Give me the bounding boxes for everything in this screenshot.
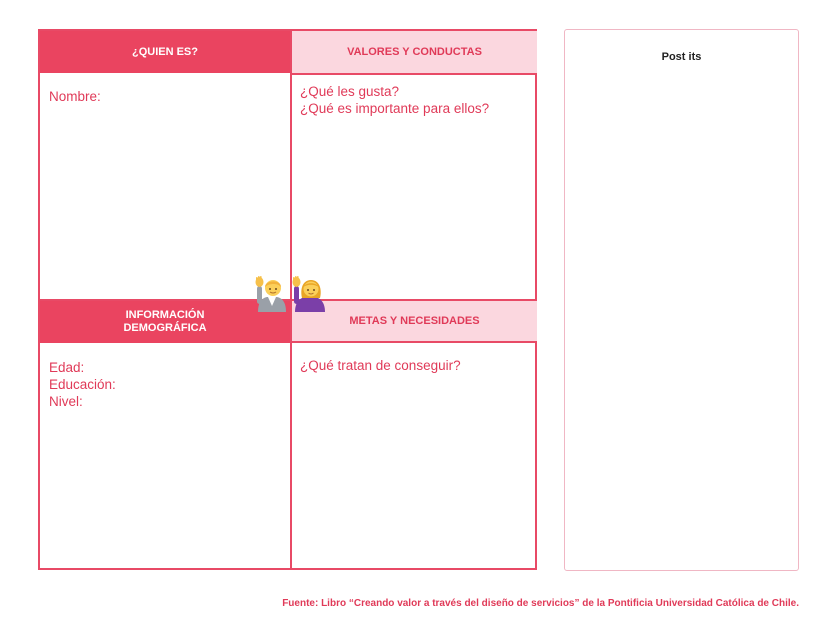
metas-question: ¿Qué tratan de conseguir? — [300, 358, 461, 373]
valores-title: VALORES Y CONDUCTAS — [347, 45, 482, 58]
metas-header — [292, 301, 537, 343]
informacion-title-line-1: INFORMACIÓN — [125, 309, 205, 321]
man-raising-hand-icon — [254, 276, 290, 312]
post-its-panel — [564, 29, 799, 571]
informacion-content — [49, 359, 116, 410]
educacion-label: Educación: — [49, 377, 116, 392]
metas-content — [300, 357, 461, 374]
valores-content — [300, 83, 489, 117]
informacion-header — [40, 301, 290, 343]
nivel-label: Nivel: — [49, 394, 83, 409]
nombre-label: Nombre: — [49, 89, 101, 104]
valores-question-2: ¿Qué es importante para ellos? — [300, 101, 490, 116]
post-its-title: Post its — [661, 51, 702, 63]
valores-question-1: ¿Qué les gusta? — [300, 84, 400, 99]
metas-title: METAS Y NECESIDADES — [349, 314, 480, 327]
persona-board — [38, 29, 537, 570]
quien-es-title: ¿QUIEN ES? — [131, 45, 198, 58]
informacion-title-line-2: DEMOGRÁFICA — [123, 322, 207, 334]
source-footnote: Fuente: Libro “Creando valor a través del diseño de servicios” de la Pontificia Universidad Católica de Chile. — [282, 598, 799, 609]
edad-label: Edad: — [49, 360, 85, 375]
valores-header — [292, 31, 537, 75]
quien-es-header — [40, 31, 290, 73]
woman-raising-hand-icon — [292, 276, 328, 312]
quien-es-content — [49, 88, 101, 105]
